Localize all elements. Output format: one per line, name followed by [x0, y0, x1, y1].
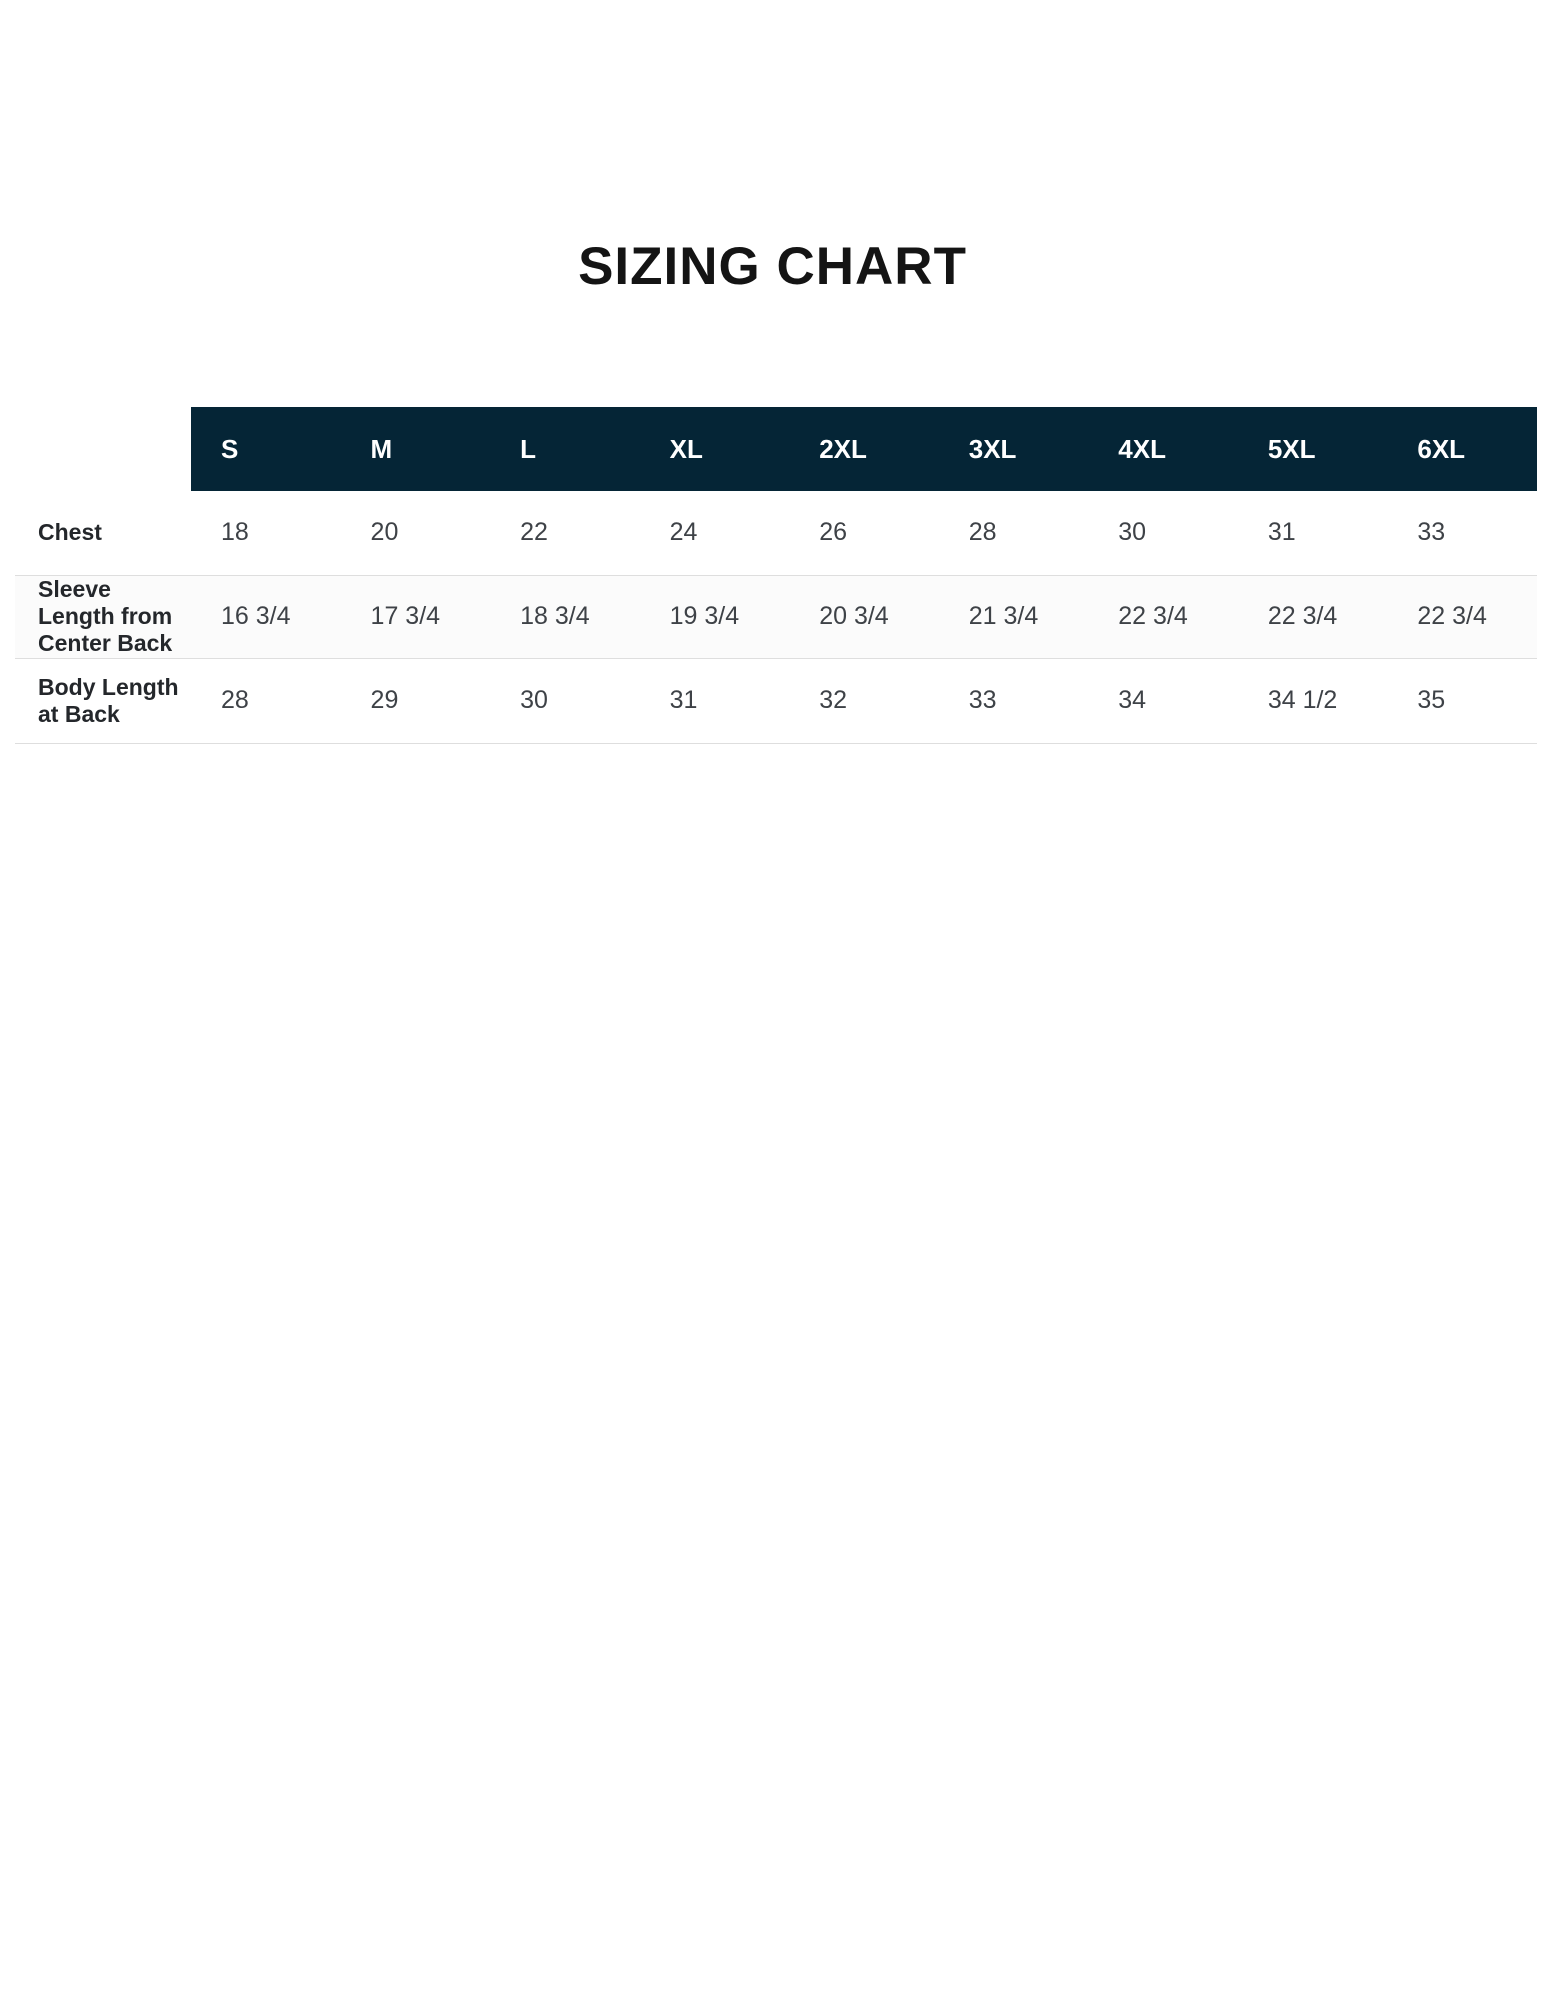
size-header-2xl: 2XL	[789, 407, 939, 491]
page-title: SIZING CHART	[578, 237, 967, 296]
size-header-row	[15, 407, 1537, 491]
chest-m-value: 20	[370, 518, 399, 547]
size-header-s: S	[191, 407, 341, 491]
row-sleeve-length	[15, 575, 1537, 658]
sleeve-l-value: 18 3/4	[520, 602, 590, 630]
body-s-value: 28	[221, 686, 249, 714]
row-chest	[15, 491, 1537, 575]
chest-5xl-value: 31	[1267, 518, 1296, 547]
size-header-6xl: 6XL	[1387, 407, 1537, 491]
chest-2xl-value: 26	[819, 518, 847, 547]
size-header-l: L	[490, 407, 640, 491]
sleeve-6xl-value: 22 3/4	[1417, 602, 1487, 630]
sleeve-4xl-value: 22 3/4	[1118, 602, 1188, 630]
sleeve-xl-value: 19 3/4	[669, 602, 740, 630]
sleeve-5xl-value: 22 3/4	[1267, 602, 1338, 630]
body-6xl-value: 35	[1417, 686, 1446, 714]
chest-s-value: 18	[221, 518, 249, 547]
body-l-value: 30	[520, 686, 548, 714]
sleeve-3xl-value: 21 3/4	[968, 602, 1039, 630]
row-label-body-length: Body Length at Back	[38, 673, 179, 727]
size-header-xl: XL	[640, 407, 790, 491]
body-3xl-value: 33	[968, 686, 997, 714]
size-header-m: M	[341, 407, 491, 491]
chest-3xl-value: 28	[968, 518, 997, 547]
sizing-table	[15, 407, 1537, 744]
row-body-length	[15, 658, 1537, 743]
sizing-table-container	[15, 407, 1537, 744]
size-header-3xl: 3XL	[939, 407, 1089, 491]
size-header-5xl: 5XL	[1238, 407, 1388, 491]
chest-xl-value: 24	[669, 518, 698, 547]
sleeve-2xl-value: 20 3/4	[819, 602, 889, 630]
body-xl-value: 31	[669, 686, 698, 714]
chest-6xl-value: 33	[1417, 518, 1446, 547]
chest-l-value: 22	[520, 518, 548, 547]
corner-cell	[15, 407, 191, 491]
sleeve-s-value: 16 3/4	[221, 602, 291, 630]
row-label-chest: Chest	[38, 519, 102, 546]
body-m-value: 29	[370, 686, 399, 714]
body-4xl-value: 34	[1118, 686, 1147, 714]
size-header-4xl: 4XL	[1088, 407, 1238, 491]
body-5xl-value: 34 1/2	[1267, 686, 1338, 714]
chest-4xl-value: 30	[1118, 518, 1147, 547]
body-2xl-value: 32	[819, 686, 847, 714]
row-label-sleeve-length: Sleeve Length from Center Back	[38, 576, 173, 656]
sleeve-m-value: 17 3/4	[370, 602, 441, 630]
